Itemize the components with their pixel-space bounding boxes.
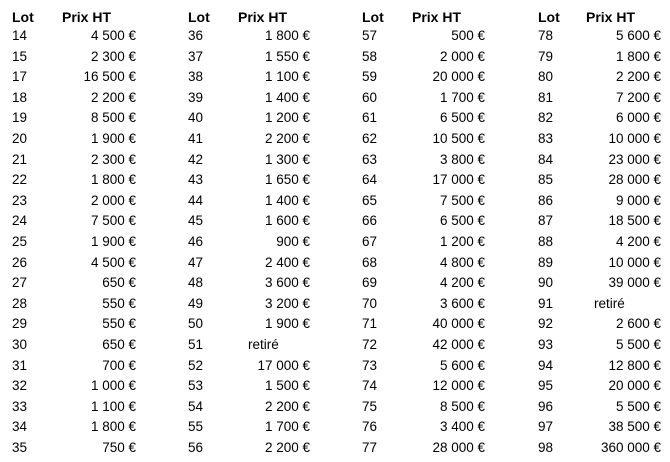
price-ht: 1 700 € (264, 419, 310, 435)
lot-number: 69 (362, 275, 378, 291)
lot-number: 60 (362, 89, 378, 105)
lot-number: 82 (538, 110, 554, 126)
lot-number: 55 (188, 419, 204, 435)
table-row (0, 108, 670, 129)
price-ht: 2 200 € (264, 398, 310, 414)
price-ht: 17 000 € (432, 172, 485, 188)
price-ht: 28 000 € (608, 172, 661, 188)
table-row (0, 191, 670, 212)
header-row (0, 8, 670, 26)
table-row (0, 232, 670, 253)
lot-number: 18 (12, 89, 28, 105)
lot-number: 43 (188, 172, 204, 188)
price-ht: 3 400 € (439, 419, 485, 435)
price-ht: 1 100 € (264, 69, 310, 85)
lot-number: 31 (12, 357, 28, 373)
lot-number: 33 (12, 398, 28, 414)
lot-number: 41 (188, 130, 204, 146)
header-lot-4: Lot (538, 9, 560, 25)
lot-number: 14 (12, 28, 28, 43)
price-ht: 1 900 € (264, 316, 310, 332)
lot-number: 21 (12, 151, 28, 167)
lot-number: 38 (188, 69, 204, 85)
price-ht: 550 € (102, 295, 136, 311)
price-ht: 1 200 € (439, 233, 485, 249)
table-row (0, 129, 670, 150)
lot-number: 91 (538, 295, 554, 311)
lot-number: 44 (188, 192, 204, 208)
price-ht: 2 400 € (264, 254, 310, 270)
price-ht: 12 000 € (432, 378, 485, 394)
lot-number: 52 (188, 357, 204, 373)
price-ht: 750 € (102, 439, 136, 455)
lot-number: 62 (362, 130, 378, 146)
lot-number: 23 (12, 192, 28, 208)
withdrawn-status: retiré (248, 336, 279, 352)
price-ht: 5 500 € (615, 336, 661, 352)
price-ht: 10 500 € (432, 130, 485, 146)
price-ht: 1 800 € (264, 28, 310, 43)
lot-number: 20 (12, 130, 28, 146)
table-row (0, 88, 670, 109)
lot-number: 95 (538, 378, 554, 394)
price-ht: 28 000 € (432, 439, 485, 455)
lot-number: 68 (362, 254, 378, 270)
price-ht: 1 650 € (264, 172, 310, 188)
lot-number: 15 (12, 48, 28, 64)
lot-number: 96 (538, 398, 554, 414)
price-ht: 700 € (102, 357, 136, 373)
header-price-4: Prix HT (586, 9, 636, 25)
price-ht: 500 € (451, 28, 485, 43)
lot-number: 80 (538, 69, 554, 85)
price-ht: 2 200 € (264, 130, 310, 146)
lot-number: 84 (538, 151, 554, 167)
table-row (0, 211, 670, 232)
table-row (0, 67, 670, 88)
price-ht: 1 550 € (264, 48, 310, 64)
lot-number: 97 (538, 419, 554, 435)
price-ht: 2 300 € (90, 151, 136, 167)
lot-number: 22 (12, 172, 28, 188)
lot-number: 86 (538, 192, 554, 208)
price-ht: 2 200 € (264, 439, 310, 455)
lot-number: 34 (12, 419, 28, 435)
lot-number: 35 (12, 439, 28, 455)
lot-number: 74 (362, 378, 378, 394)
lot-number: 17 (12, 69, 28, 85)
price-ht: 17 000 € (257, 357, 310, 373)
price-ht: 900 € (276, 233, 310, 249)
table-row (0, 253, 670, 274)
lot-number: 83 (538, 130, 554, 146)
table-row (0, 170, 670, 191)
lot-number: 46 (188, 233, 204, 249)
lot-number: 49 (188, 295, 204, 311)
price-ht: 23 000 € (608, 151, 661, 167)
price-ht: 1 900 € (90, 233, 136, 249)
table-row (0, 273, 670, 294)
lot-number: 64 (362, 172, 378, 188)
lot-number: 78 (538, 28, 554, 43)
table-row (0, 314, 670, 335)
lot-number: 42 (188, 151, 204, 167)
table-body (0, 26, 670, 458)
lot-number: 71 (362, 316, 378, 332)
price-ht: 1 900 € (90, 130, 136, 146)
price-ht: 1 200 € (264, 110, 310, 126)
lot-number: 48 (188, 275, 204, 291)
withdrawn-status: retiré (594, 295, 625, 311)
header-price-1: Prix HT (62, 9, 112, 25)
lot-number: 81 (538, 89, 554, 105)
lot-number: 50 (188, 316, 204, 332)
lot-number: 93 (538, 336, 554, 352)
lot-number: 28 (12, 295, 28, 311)
price-ht: 7 200 € (615, 89, 661, 105)
price-ht: 5 600 € (439, 357, 485, 373)
price-ht: 6 500 € (439, 213, 485, 229)
price-ht: 1 500 € (264, 378, 310, 394)
header-price-2: Prix HT (238, 9, 288, 25)
price-ht: 1 600 € (264, 213, 310, 229)
lot-number: 90 (538, 275, 554, 291)
table-row (0, 397, 670, 418)
price-ht: 4 200 € (439, 275, 485, 291)
price-ht: 3 800 € (439, 151, 485, 167)
price-ht: 18 500 € (608, 213, 661, 229)
lot-number: 19 (12, 110, 28, 126)
lot-number: 51 (188, 336, 204, 352)
lot-number: 54 (188, 398, 204, 414)
lot-number: 70 (362, 295, 378, 311)
price-ht: 2 200 € (615, 69, 661, 85)
lot-number: 89 (538, 254, 554, 270)
price-ht: 40 000 € (432, 316, 485, 332)
price-ht: 7 500 € (90, 213, 136, 229)
price-ht: 3 200 € (264, 295, 310, 311)
lot-number: 66 (362, 213, 378, 229)
price-ht: 2 200 € (90, 89, 136, 105)
lot-number: 65 (362, 192, 378, 208)
lot-number: 85 (538, 172, 554, 188)
lot-number: 57 (362, 28, 378, 43)
price-ht: 3 600 € (439, 295, 485, 311)
lot-number: 75 (362, 398, 378, 414)
lot-number: 92 (538, 316, 554, 332)
price-ht: 1 000 € (90, 378, 136, 394)
lot-number: 39 (188, 89, 204, 105)
price-ht: 20 000 € (608, 378, 661, 394)
price-ht: 1 700 € (439, 89, 485, 105)
price-ht: 10 000 € (608, 254, 661, 270)
price-ht: 5 500 € (615, 398, 661, 414)
lot-number: 40 (188, 110, 204, 126)
table-row (0, 150, 670, 171)
price-ht: 550 € (102, 316, 136, 332)
lot-number: 87 (538, 213, 554, 229)
price-ht: 6 500 € (439, 110, 485, 126)
header-lot-3: Lot (362, 9, 384, 25)
price-ht: 42 000 € (432, 336, 485, 352)
price-ht: 1 800 € (90, 172, 136, 188)
price-ht: 9 000 € (615, 192, 661, 208)
lot-number: 47 (188, 254, 204, 270)
lot-number: 88 (538, 233, 554, 249)
price-ht: 360 000 € (600, 439, 661, 455)
lot-number: 45 (188, 213, 204, 229)
table-row (0, 47, 670, 68)
price-ht: 3 600 € (264, 275, 310, 291)
price-ht: 8 500 € (439, 398, 485, 414)
price-ht: 16 500 € (83, 69, 136, 85)
lot-number: 63 (362, 151, 378, 167)
price-ht: 20 000 € (432, 69, 485, 85)
lot-number: 24 (12, 213, 28, 229)
table-row (0, 335, 670, 356)
lot-number: 77 (362, 439, 378, 455)
lot-number: 30 (12, 336, 28, 352)
price-ht: 4 500 € (90, 28, 136, 43)
price-ht: 7 500 € (439, 192, 485, 208)
lot-number: 72 (362, 336, 378, 352)
lot-number: 56 (188, 439, 204, 455)
lot-number: 58 (362, 48, 378, 64)
price-ht: 5 600 € (615, 28, 661, 43)
price-ht: 650 € (102, 275, 136, 291)
price-ht: 1 400 € (264, 89, 310, 105)
lot-number: 67 (362, 233, 378, 249)
price-ht: 2 000 € (90, 192, 136, 208)
lot-number: 27 (12, 275, 28, 291)
table-row (0, 438, 670, 459)
price-ht: 4 800 € (439, 254, 485, 270)
table-row (0, 356, 670, 377)
lot-number: 59 (362, 69, 378, 85)
price-ht: 1 400 € (264, 192, 310, 208)
lot-number: 98 (538, 439, 554, 455)
lot-number: 25 (12, 233, 28, 249)
price-ht: 1 300 € (264, 151, 310, 167)
table-row (0, 26, 670, 47)
price-ht: 2 000 € (439, 48, 485, 64)
lot-number: 32 (12, 378, 28, 394)
price-ht: 12 800 € (608, 357, 661, 373)
price-ht: 4 500 € (90, 254, 136, 270)
price-ht: 39 000 € (608, 275, 661, 291)
lot-number: 26 (12, 254, 28, 270)
lot-number: 61 (362, 110, 378, 126)
header-price-3: Prix HT (412, 9, 462, 25)
price-ht: 8 500 € (90, 110, 136, 126)
price-ht: 1 800 € (615, 48, 661, 64)
lot-number: 79 (538, 48, 554, 64)
header-lot-2: Lot (188, 9, 210, 25)
price-ht: 10 000 € (608, 130, 661, 146)
price-ht: 2 600 € (615, 316, 661, 332)
table-row (0, 376, 670, 397)
price-ht: 38 500 € (608, 419, 661, 435)
price-ht: 650 € (102, 336, 136, 352)
price-ht: 1 800 € (90, 419, 136, 435)
price-ht: 1 100 € (90, 398, 136, 414)
price-ht: 2 300 € (90, 48, 136, 64)
header-lot-1: Lot (12, 9, 34, 25)
price-ht: 4 200 € (615, 233, 661, 249)
table-row (0, 294, 670, 315)
price-ht: 6 000 € (615, 110, 661, 126)
lot-number: 53 (188, 378, 204, 394)
lot-number: 94 (538, 357, 554, 373)
lot-number: 36 (188, 28, 204, 43)
lot-number: 37 (188, 48, 204, 64)
table-row (0, 417, 670, 438)
lot-number: 29 (12, 316, 28, 332)
lot-number: 73 (362, 357, 378, 373)
lot-number: 76 (362, 419, 378, 435)
